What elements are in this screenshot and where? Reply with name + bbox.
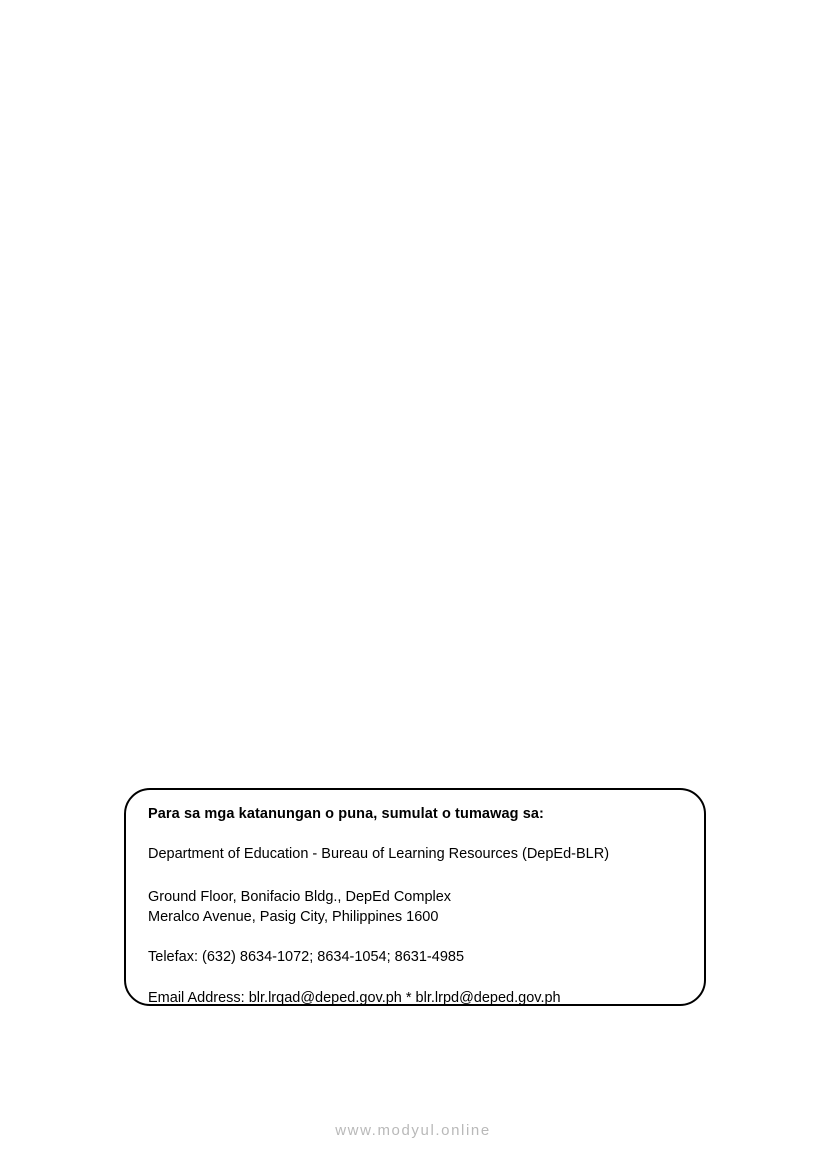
telefax-line: Telefax: (632) 8634-1072; 8634-1054; 8631-4985 [148, 948, 465, 965]
address-line-2: Meralco Avenue, Pasig City, Philippines 1600 [148, 909, 439, 926]
contact-heading: Para sa mga katanungan o puna, sumulat o tumawag sa: [148, 806, 544, 822]
watermark-text: www.modyul.online [335, 1122, 491, 1139]
address-line-1: Ground Floor, Bonifacio Bldg., DepEd Complex [148, 888, 452, 905]
postal-address [148, 887, 684, 928]
agency-name: Department of Education - Bureau of Learning Resources (DepEd-BLR) [148, 846, 610, 863]
contact-box-content [148, 806, 684, 1009]
email-line: Email Address: blr.lrqad@deped.gov.ph * blr.lrpd@deped.gov.ph [148, 990, 561, 1007]
contact-information-box [124, 788, 706, 1006]
